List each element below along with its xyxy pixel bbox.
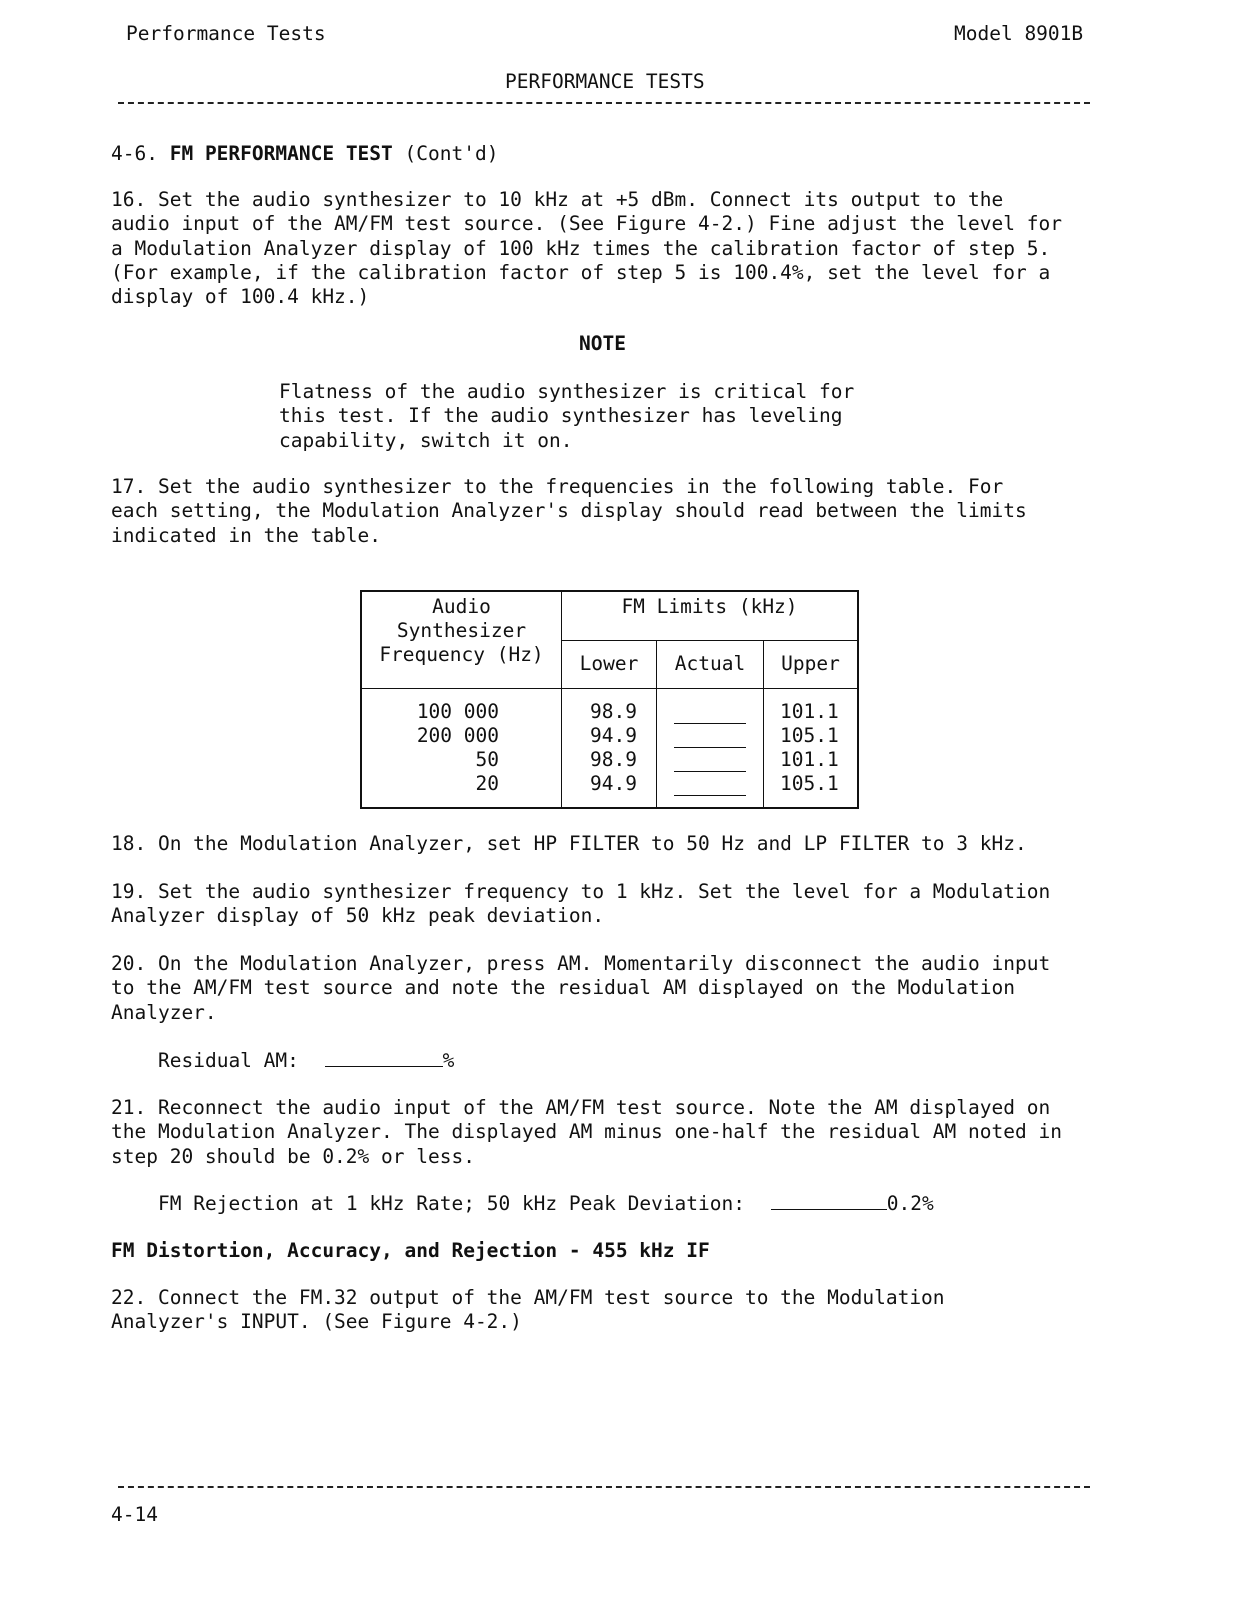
header-divider: [118, 102, 1090, 104]
page-number: 4-14: [111, 1503, 158, 1526]
note-text: Flatness of the audio synthesizer is critical for this test. If the audio synthesizer has leveling capability, switch it on.: [279, 380, 855, 452]
residual-am-line: [158, 1048, 454, 1073]
fm-limits-group-header: FM Limits (kHz): [621, 595, 798, 618]
fm-rejection-line: [158, 1191, 934, 1216]
actual-entry-blank[interactable]: [674, 748, 746, 772]
fm-rejection-blank[interactable]: [771, 1191, 887, 1210]
residual-am-label: Residual AM:: [158, 1049, 299, 1072]
actual-column-header: Actual: [674, 651, 746, 675]
actual-entry-blank[interactable]: [674, 700, 746, 724]
actual-entry-blank[interactable]: [674, 772, 746, 796]
lower-column-header: Lower: [579, 651, 639, 675]
step-16-paragraph: 16. Set the audio synthesizer to 10 kHz at +5 dBm. Connect its output to the audio input of the AM/FM test source. (See Figure 4-2.) Fine adjust the level for a Modulation Analyzer display of 100 kHz times the calibration factor of step 5. (For example, if the calibration factor of step 5 is 100.4%, set the level for a display of 100.4 kHz.): [111, 188, 1062, 309]
section-title-cont: (Cont'd): [404, 142, 499, 165]
actual-entry-blanks: [657, 689, 763, 796]
residual-am-unit: %: [442, 1049, 455, 1072]
step-20-paragraph: 20. On the Modulation Analyzer, press AM. Momentarily disconnect the audio input to the AM/FM test source and note the residual AM displayed on the Modulation Analyzer.: [111, 952, 1051, 1024]
section-title: [111, 142, 498, 166]
upper-limit-values: 101.1 105.1 101.1 105.1: [780, 700, 839, 795]
frequency-values: 100 000 200 000 50 20: [416, 700, 499, 795]
fm-limits-table: [360, 590, 859, 809]
frequency-column-header: Audio Synthesizer Frequency (Hz): [379, 595, 544, 666]
section-title-bold: FM PERFORMANCE TEST: [169, 142, 393, 165]
step-18-paragraph: 18. On the Modulation Analyzer, set HP FILTER to 50 Hz and LP FILTER to 3 kHz.: [111, 832, 1027, 855]
fm-distortion-subheading: FM Distortion, Accuracy, and Rejection - 455 kHz IF: [111, 1239, 710, 1262]
lower-limit-values: 98.9 94.9 98.9 94.9: [590, 700, 637, 795]
header-model-number: Model 8901B: [954, 22, 1084, 45]
step-22-paragraph: 22. Connect the FM.32 output of the AM/FM test source to the Modulation Analyzer's INPUT. (See Figure 4-2.): [111, 1286, 945, 1334]
step-17-paragraph: 17. Set the audio synthesizer to the frequencies in the following table. For each setting, the Modulation Analyzer's display should read between the limits indicated in the table.: [111, 475, 1027, 547]
fm-rejection-label: FM Rejection at 1 kHz Rate; 50 kHz Peak Deviation:: [158, 1192, 745, 1215]
header-center-title: PERFORMANCE TESTS: [505, 70, 705, 93]
residual-am-blank[interactable]: [325, 1048, 443, 1067]
footer-divider: [118, 1486, 1090, 1488]
upper-column-header: Upper: [781, 651, 840, 675]
section-number: 4-6.: [111, 142, 158, 165]
header-left-title: Performance Tests: [126, 22, 326, 45]
note-heading: NOTE: [579, 332, 626, 355]
actual-entry-blank[interactable]: [674, 724, 746, 748]
step-21-paragraph: 21. Reconnect the audio input of the AM/FM test source. Note the AM displayed on the Modulation Analyzer. The displayed AM minus one-half the residual AM noted in step 20 should be 0.2% or less.: [111, 1096, 1062, 1168]
step-19-paragraph: 19. Set the audio synthesizer frequency to 1 kHz. Set the level for a Modulation Analyzer display of 50 kHz peak deviation.: [111, 880, 1051, 928]
fm-rejection-limit: 0.2%: [886, 1192, 934, 1215]
